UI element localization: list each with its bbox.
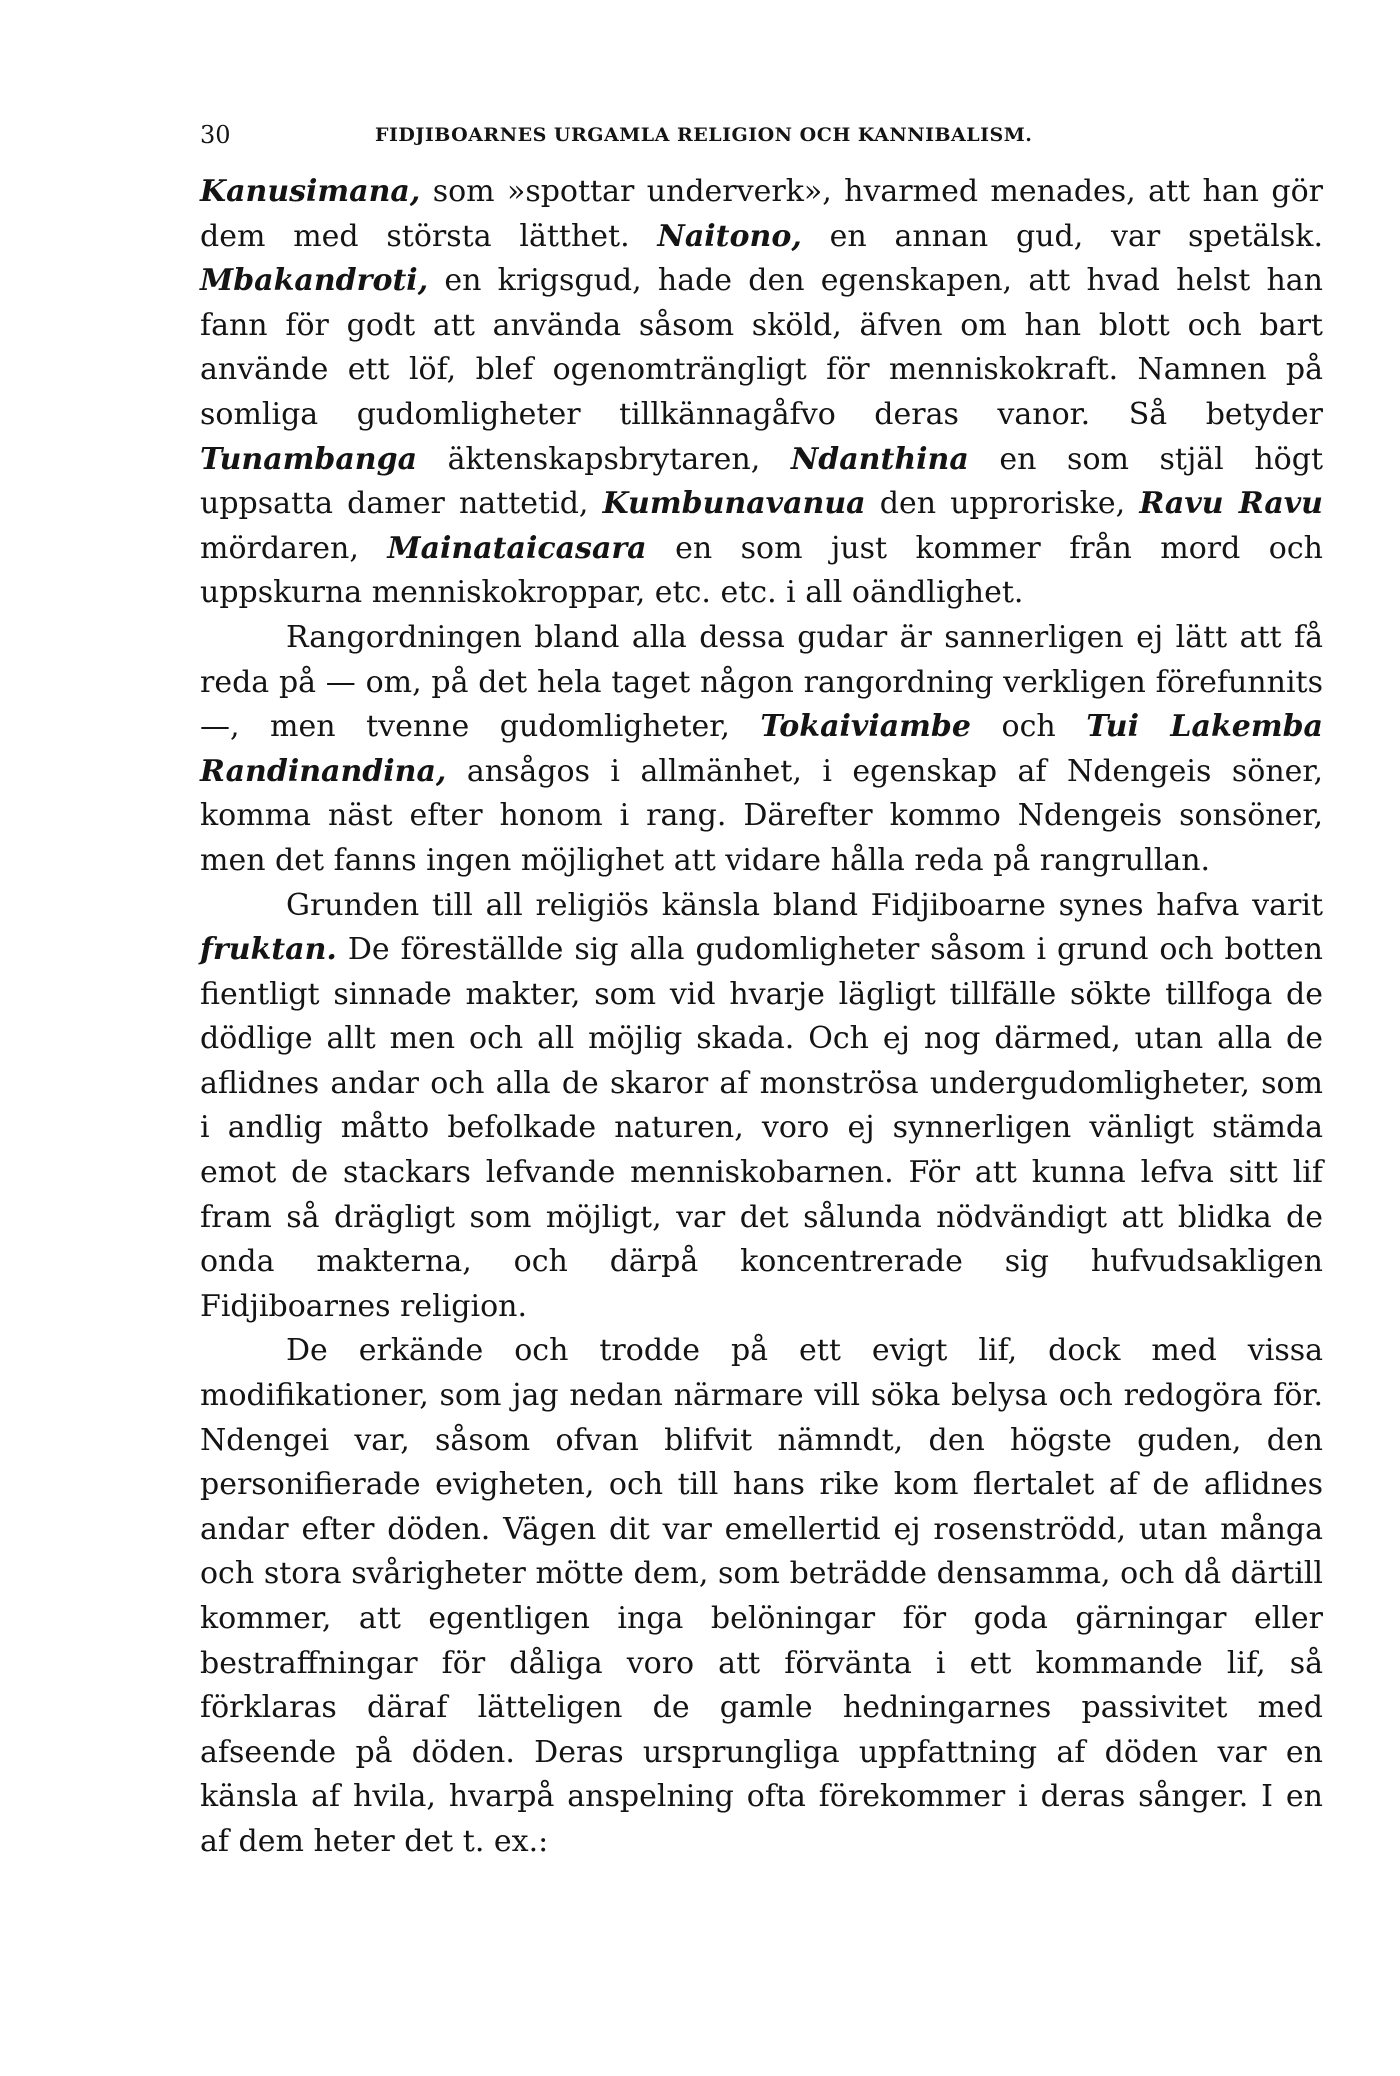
italic-name: Mbakandroti,	[200, 263, 429, 299]
running-title: FIDJIBOARNES URGAMLA RELIGION OCH KANNIBALISM.	[375, 124, 1033, 146]
italic-name: Kumbunavanua	[602, 486, 866, 522]
text-run: en som just kommer från mord och uppskurna menniskokroppar, etc. etc. i all oändlighet.	[200, 530, 1323, 611]
body-text	[200, 170, 1323, 1865]
italic-name: Tui Lakemba Randinandina,	[200, 709, 1323, 789]
text-run: De erkände och trodde på ett evigt lif, dock med vissa modifikationer, som jag nedan närmare vill söka belysa och redogöra för. Ndengei var, såsom ofvan blifvit nämndt, den högste guden, den personifierade evigheten, och till hans rike kom flertalet af de aflidnes andar efter döden. Vägen dit var emellertid ej rosenströdd, utan många och stora svårigheter mötte dem, som beträdde densamma, och då därtill kommer, att egentligen inga belöningar för goda gärningar eller bestraffningar för dåliga voro att förvänta i ett kommande lif, så förklaras däraf lätteligen de gamle hedningarnes passivitet med afseende på döden. Deras ursprungliga uppfattning af döden var en känsla af hvila, hvarpå anspelning ofta förekommer i deras sånger. I en af dem heter det t. ex.:	[200, 1333, 1323, 1859]
text-run: mördaren,	[200, 530, 388, 566]
text-run: Rangordningen bland alla dessa gudar är sannerligen ej lätt att få reda på — om, på det hela taget någon rangordning verkligen förefunnits —, men tvenne gudomligheter,	[200, 619, 1323, 745]
paragraph	[200, 1329, 1323, 1864]
text-run: De föreställde sig alla gudomligheter såsom i grund och botten fientligt sinnade makter, som vid hvarje lägligt tillfälle sökte tillfoga de dödlige allt men och all möjlig skada. Och ej nog därmed, utan alla de aflidnes andar och alla de skaror af monströsa undergudomligheter, som i andlig måtto befolkade naturen, voro ej synnerligen vänligt stämda emot de stackars lefvande menniskobarnen. För att kunna lefva sitt lif fram så drägligt som möjligt, var det sålunda nödvändigt att blidka de onda makterna, och därpå koncentrerade sig hufvudsakligen Fidjiboarnes religion.	[200, 932, 1323, 1324]
text-run: en som stjäl högt uppsatta damer nattetid,	[200, 441, 1323, 522]
text-run: ansågos i allmänhet, i egenskap af Ndengeis söner, komma näst efter honom i rang. Därefter kommo Ndengeis sonsöner, men det fanns ingen möjlighet att vidare hålla reda på rangrullan.	[200, 753, 1323, 878]
italic-name: fruktan.	[200, 932, 337, 968]
italic-name: Mainataicasara	[387, 530, 647, 566]
text-run: en krigsgud, hade den egenskapen, att hvad helst han fann för godt att använda såsom sköld, äfven om han blott och bart använde ett löf, blef ogenomträngligt för menniskokraft. Namnen på somliga gudomligheter tillkännagåfvo deras vanor. Så betyder	[200, 263, 1323, 432]
italic-name: Tokaiviambe	[760, 709, 971, 745]
paragraph	[200, 616, 1323, 884]
italic-name: Naitono,	[657, 218, 802, 254]
italic-name: Kanusimana,	[200, 174, 421, 209]
page-header	[200, 118, 1200, 152]
italic-name: Ravu Ravu	[1139, 486, 1323, 522]
paragraph	[200, 170, 1323, 616]
italic-name: Tunambanga	[200, 441, 418, 477]
text-run: äktenskapsbrytaren,	[417, 441, 791, 477]
paragraph	[200, 884, 1323, 1330]
italic-name: Ndanthina	[790, 441, 969, 477]
page-number: 30	[200, 121, 231, 149]
text-run: Grunden till all religiös känsla bland Fidjiboarne synes hafva varit	[286, 887, 1323, 923]
text-run: som »spottar underverk», hvarmed menades, att han gör dem med största lätthet.	[200, 174, 1323, 254]
text-run: och	[970, 709, 1087, 745]
text-run: en annan gud, var spetälsk.	[801, 218, 1324, 254]
text-run: den upproriske,	[865, 486, 1140, 522]
